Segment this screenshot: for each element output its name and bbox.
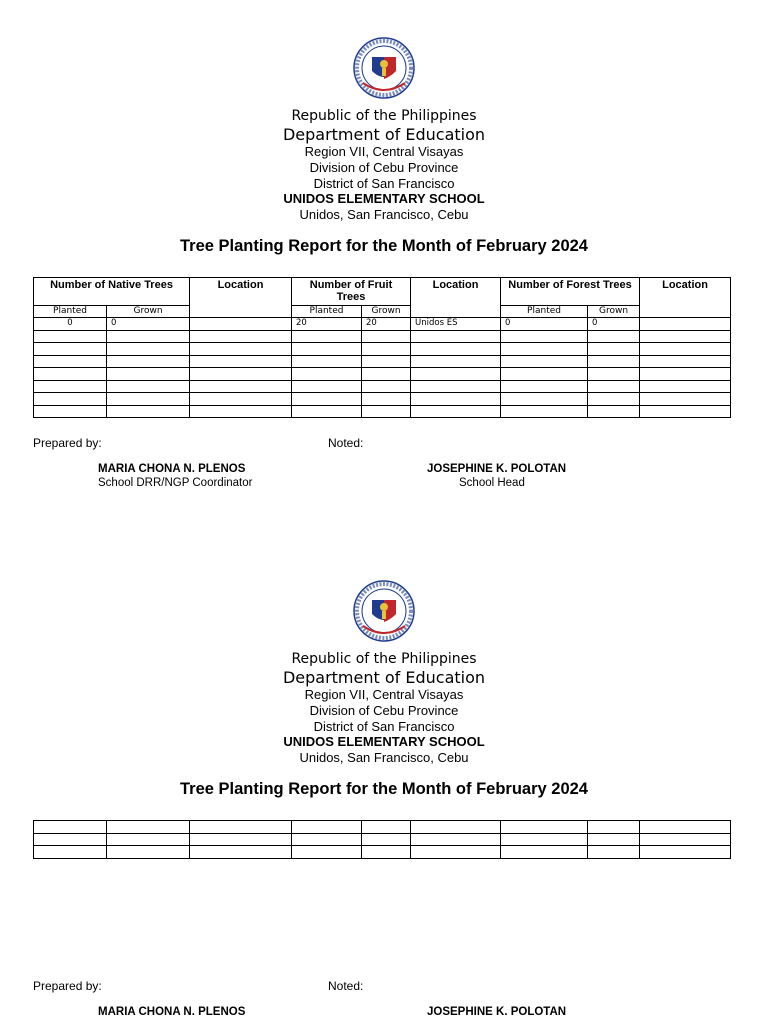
republic-line: Republic of the Philippines	[291, 108, 477, 124]
division-line: Division of Cebu Province	[309, 160, 459, 175]
table-row	[34, 821, 731, 834]
department-line: Department of Education	[282, 125, 486, 144]
forest-grown-subheader: Grown	[588, 306, 640, 318]
native-grown-subheader: Grown	[107, 306, 190, 318]
noted-label: Noted:	[328, 979, 364, 993]
native-grown-cell: 0	[107, 318, 190, 331]
fruit-location-cell: Unidos ES	[411, 318, 501, 331]
preparer-name: MARIA CHONA N. PLENOS	[98, 1006, 246, 1018]
forest-trees-header: Number of Forest Trees	[501, 278, 640, 306]
report-title: Tree Planting Report for the Month of February 2024	[180, 780, 588, 798]
division-line: Division of Cebu Province	[309, 703, 459, 718]
forest-grown-cell: 0	[588, 318, 640, 331]
deped-seal-icon	[353, 580, 415, 642]
forest-location-header: Location	[640, 278, 731, 318]
native-location-header: Location	[190, 278, 292, 318]
forest-planted-cell: 0	[501, 318, 588, 331]
table-row	[34, 846, 731, 859]
fruit-planted-cell: 20	[292, 318, 362, 331]
school-address: Unidos, San Francisco, Cebu	[299, 207, 469, 222]
prepared-by-label: Prepared by:	[33, 979, 102, 993]
school-name: UNIDOS ELEMENTARY SCHOOL	[283, 191, 485, 206]
district-line: District of San Francisco	[313, 176, 455, 191]
fruit-location-header: Location	[411, 278, 501, 318]
native-trees-header: Number of Native Trees	[34, 278, 190, 306]
head-role: School Head	[459, 477, 525, 489]
head-name: JOSEPHINE K. POLOTAN	[427, 463, 567, 475]
prepared-by-label: Prepared by:	[33, 436, 102, 450]
tree-planting-table-empty	[33, 820, 731, 859]
fruit-planted-subheader: Planted	[292, 306, 362, 318]
department-line: Department of Education	[282, 668, 486, 687]
forest-planted-subheader: Planted	[501, 306, 588, 318]
school-name: UNIDOS ELEMENTARY SCHOOL	[283, 734, 485, 749]
fruit-grown-subheader: Grown	[362, 306, 411, 318]
district-line: District of San Francisco	[313, 719, 455, 734]
table-row	[34, 833, 731, 846]
native-planted-subheader: Planted	[34, 306, 107, 318]
fruit-grown-cell: 20	[362, 318, 411, 331]
report-title: Tree Planting Report for the Month of February 2024	[180, 237, 588, 255]
native-planted-cell: 0	[34, 318, 107, 331]
preparer-role: School DRR/NGP Coordinator	[98, 477, 253, 489]
preparer-name: MARIA CHONA N. PLENOS	[98, 463, 246, 475]
republic-line: Republic of the Philippines	[291, 651, 477, 667]
noted-label: Noted:	[328, 436, 364, 450]
head-name: JOSEPHINE K. POLOTAN	[427, 1006, 567, 1018]
region-line: Region VII, Central Visayas	[304, 687, 464, 702]
school-address: Unidos, San Francisco, Cebu	[299, 750, 469, 765]
region-line: Region VII, Central Visayas	[304, 144, 464, 159]
fruit-trees-header: Number of Fruit Trees	[292, 278, 411, 306]
